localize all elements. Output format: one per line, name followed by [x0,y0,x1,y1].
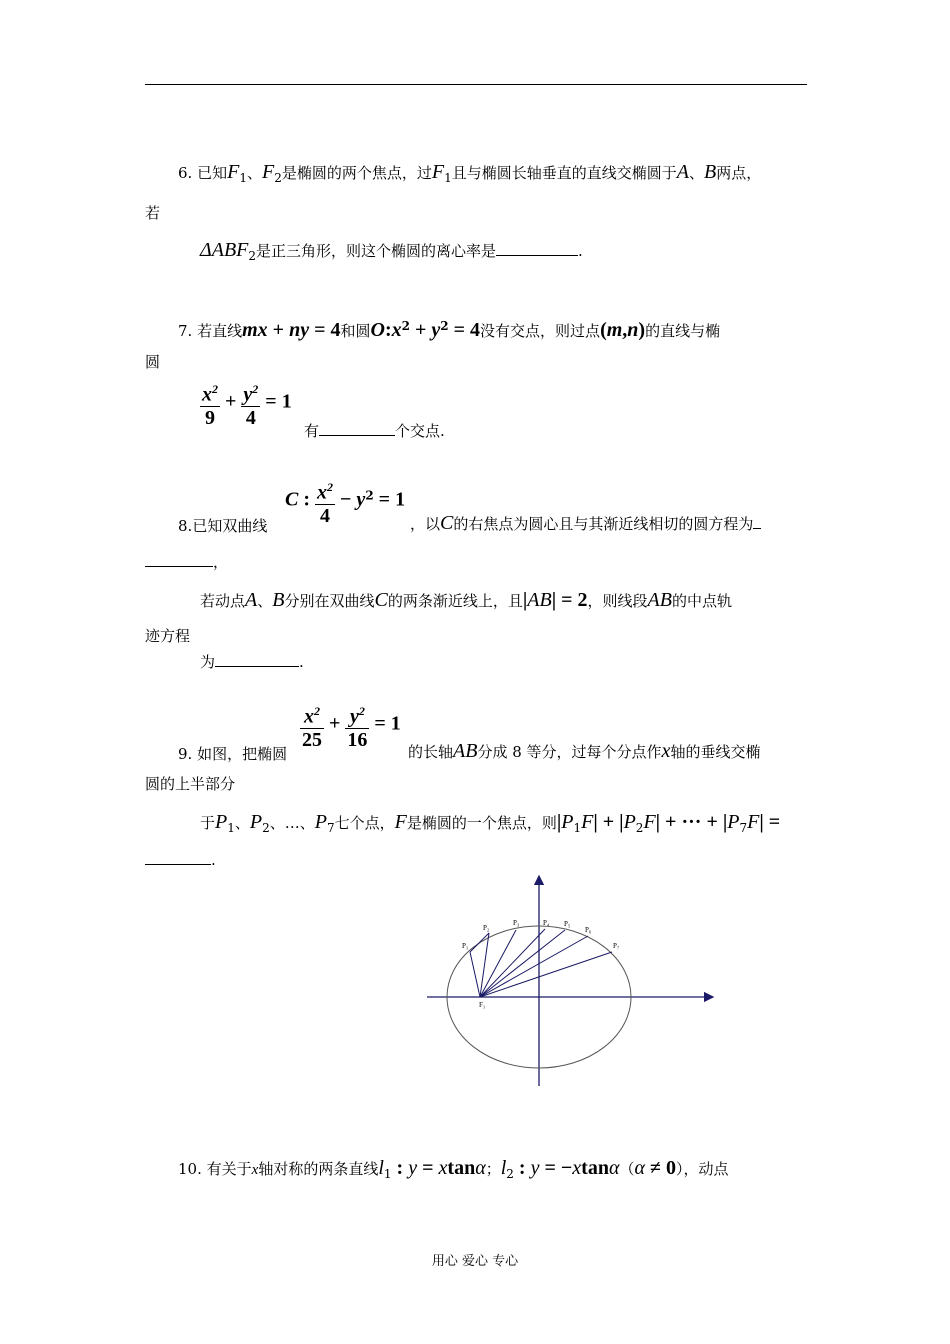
q8-line-1: 8.已知双曲线 [178,517,268,535]
q6-line-1: 6. 已知$F_1$、$F_2$是椭圆的两个焦点，过$F_1$且与椭圆长轴垂直的直线交椭圆于A、B两点， [178,161,762,185]
q8-line-4: 迹方程 [145,627,191,645]
q9-line-1b: 的长轴AB分成 8 等分，过每个分点作x轴的垂线交椭 [408,740,761,762]
q9-line-1: 9. 如图，把椭圆 [178,745,288,763]
segment-p1 [470,952,480,997]
segment-p4 [480,929,545,997]
q7-line-3b: 有 个交点. [304,422,445,440]
segment-p5 [480,930,565,997]
q7-line-2: 圆 [145,353,161,371]
q6-line-3: $\Delta ABF_2$是正三角形，则这个椭圆的离心率是 . [200,239,583,263]
label-p1: P₁ [462,942,469,950]
label-p3: P₃ [513,919,520,927]
focal-segments [470,929,612,997]
q9-line-4: . [145,850,216,870]
q7-line-3: $\frac{x^2}{9}$ + $\frac{y^2}{4}$ = 1 [200,378,292,429]
q8-line-1b: ，以C的右焦点为圆心且与其渐近线相切的圆方程为 [410,513,761,534]
q8-line-3: 若动点A、B分别在双曲线C的两条渐近线上，且|AB| = 2，则线段AB的中点轨 [200,589,732,611]
label-p4: P₄ [543,919,550,927]
label-p2: P₂ [483,924,490,932]
label-p6: P₆ [585,926,592,934]
segment-p7 [480,952,612,997]
q9-formula: $\frac{x^2}{25}$ + $\frac{y^2}{16}$ = 1 [300,700,401,751]
q8-line-5: 为 . [200,653,304,671]
header-rule [145,84,807,85]
label-p7: P₇ [613,942,620,950]
segment-p2 [480,933,489,997]
q10-line-1: 10. 有关于x轴对称的两条直线$l_1$ : y = xtanα；$l_2$ : y = −xtanα（α ≠ 0），动点 [178,1157,729,1181]
chord-p1-p2 [470,933,489,952]
q8-formula: C : $\frac{x^2}{4}$ − $y^2 = 1$ [285,476,405,527]
label-f1: F₁ [479,1001,486,1009]
q8-line-2: ， [145,552,228,572]
label-p5: P₅ [564,920,571,928]
page-footer: 用心 爱心 专心 [431,1254,519,1269]
q6-line-2: 若 [145,204,161,222]
q7-line-1: 7. 若直线mx + ny = 4和圆$O:x^2 + y^2 = 4$没有交点，则过点(m,n)的直线与椭 [178,319,721,341]
q9-line-2: 圆的上半部分 [145,775,236,793]
q9-line-3: 于$P_1$、$P_2$、…、$P_7$七个点，F是椭圆的一个焦点，则$|P_1F| + |P_2F|$ + ··· + $|P_7F|$ = [200,811,781,835]
ellipse-figure [425,868,725,1093]
